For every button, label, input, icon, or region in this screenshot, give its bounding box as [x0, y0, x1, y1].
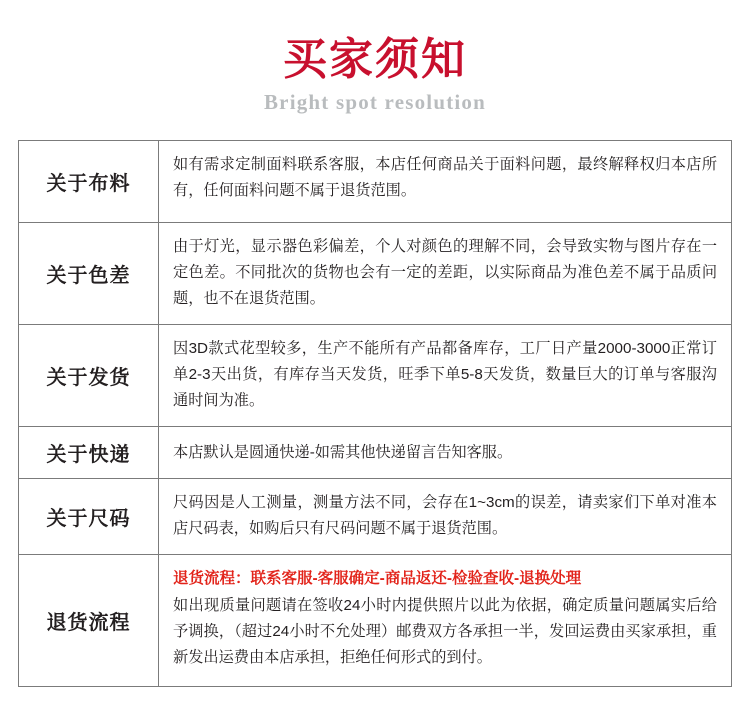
row-text-return-process: 如出现质量问题请在签收24小时内提供照片以此为依据，确定质量问题属实后给予调换，（超过24小时不允处理）邮费双方各承担一半，发回运费由买家承担，重新发出运费由本店承担，拒绝任何形式的到付。 — [173, 596, 717, 666]
table-row — [19, 223, 731, 325]
row-label-return-process: 退货流程 — [19, 555, 159, 686]
page-subtitle: Bright spot resolution — [263, 90, 487, 115]
notice-table — [18, 140, 732, 687]
table-row — [19, 555, 731, 687]
page-title: 买家须知 — [283, 35, 467, 84]
row-text-size: 尺码因是人工测量，测量方法不同，会存在1~3cm的误差，请卖家们下单对准本店尺码表，如购后只有尺码问题不属于退货范围。 — [173, 494, 717, 538]
table-row — [19, 479, 731, 555]
table-row — [19, 141, 731, 223]
table-row — [19, 427, 731, 479]
row-body-return-process — [159, 555, 731, 686]
row-label-size: 关于尺码 — [19, 479, 159, 554]
row-text-fabric: 如有需求定制面料联系客服，本店任何商品关于面料问题，最终解释权归本店所有，任何面料问题不属于退货范围。 — [173, 156, 717, 200]
page-header — [0, 0, 750, 115]
return-process-highlight: 退货流程：联系客服-客服确定-商品返还-检验查收-退换处理 — [173, 570, 582, 587]
row-text-color-difference: 由于灯光，显示器色彩偏差，个人对颜色的理解不同，会导致实物与图片存在一定色差。不同批次的货物也会有一定的差距，以实际商品为准色差不属于品质问题，也不在退货范围。 — [173, 238, 717, 308]
row-label-shipping: 关于发货 — [19, 325, 159, 426]
row-label-color-difference: 关于色差 — [19, 223, 159, 324]
row-label-express: 关于快递 — [19, 427, 159, 478]
row-label-fabric: 关于布料 — [19, 141, 159, 222]
row-text-shipping: 因3D款式花型较多，生产不能所有产品都备库存，工厂日产量2000-3000正常订单2-3天出货，有库存当天发货，旺季下单5-8天发货，数量巨大的订单与客服沟通时间为准。 — [173, 340, 717, 410]
row-text-express: 本店默认是圆通快递-如需其他快递留言告知客服。 — [173, 444, 513, 461]
table-row — [19, 325, 731, 427]
